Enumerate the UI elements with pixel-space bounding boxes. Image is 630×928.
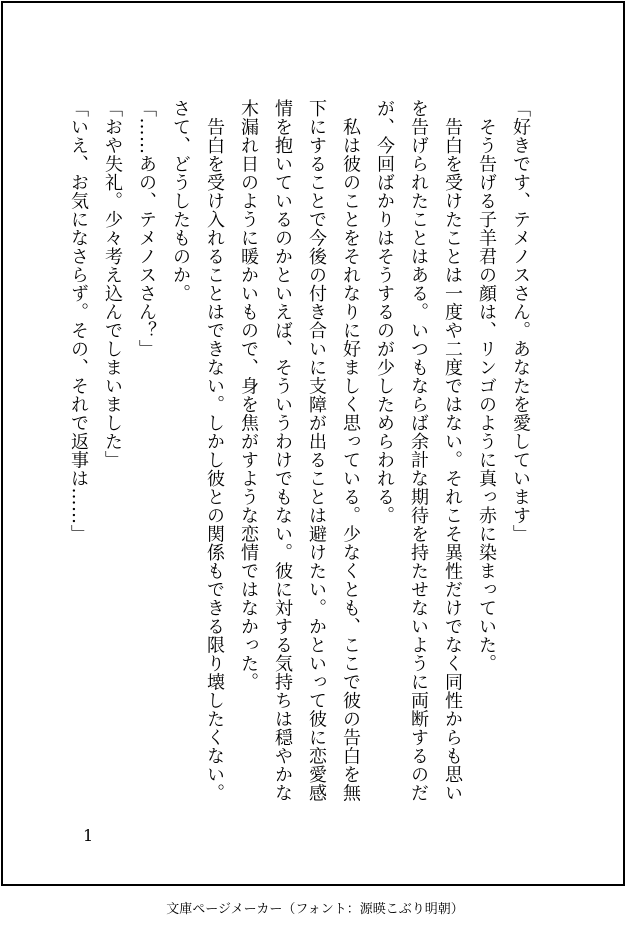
paragraph: 「好きです、テメノスさん。あなたを愛しています」 (510, 99, 531, 543)
paragraph: 「おや失礼。少々考え込んでしまいました」 (102, 99, 123, 469)
paragraph: 「……あの、テメノスさん？」 (136, 99, 157, 358)
paragraph: そう告げる子羊君の顔は、リンゴのように真っ赤に染まっていた。 (476, 99, 497, 673)
paragraph: 「いえ、お気になさらず。その、それで返事は……」 (68, 99, 89, 543)
paragraph: 告白を受けたことは一度や二度ではない。それこそ異性だけでなく同性からも思いを告げられたことはある。いつもならば余計な期待を持たせないように両断するのだが、今回ばかりはそうするのが少しためらわれる。 (374, 99, 463, 802)
paragraph: 告白を受け入れることはできない。しかし彼との関係もできる限り壊したくない。さて、どうしたものか。 (170, 99, 225, 802)
footer-credit: 文庫ページメーカー（フォント：源暎こぶり明朝） (166, 902, 464, 917)
page-number: 1 (83, 826, 94, 845)
vertical-text-body (61, 99, 537, 819)
paragraph: 私は彼のことをそれなりに好ましく思っている。少なくとも、ここで彼の告白を無下にすることで今後の付き合いに支障が出ることは避けたい。かといって彼に恋愛感情を抱いているのかといえば、そういうわけでもない。彼に対する気持ちは穏やかな木漏れ日のように暖かいもので、身を焦がすような恋情ではなかった。 (238, 99, 361, 802)
page-frame (1, 1, 625, 886)
